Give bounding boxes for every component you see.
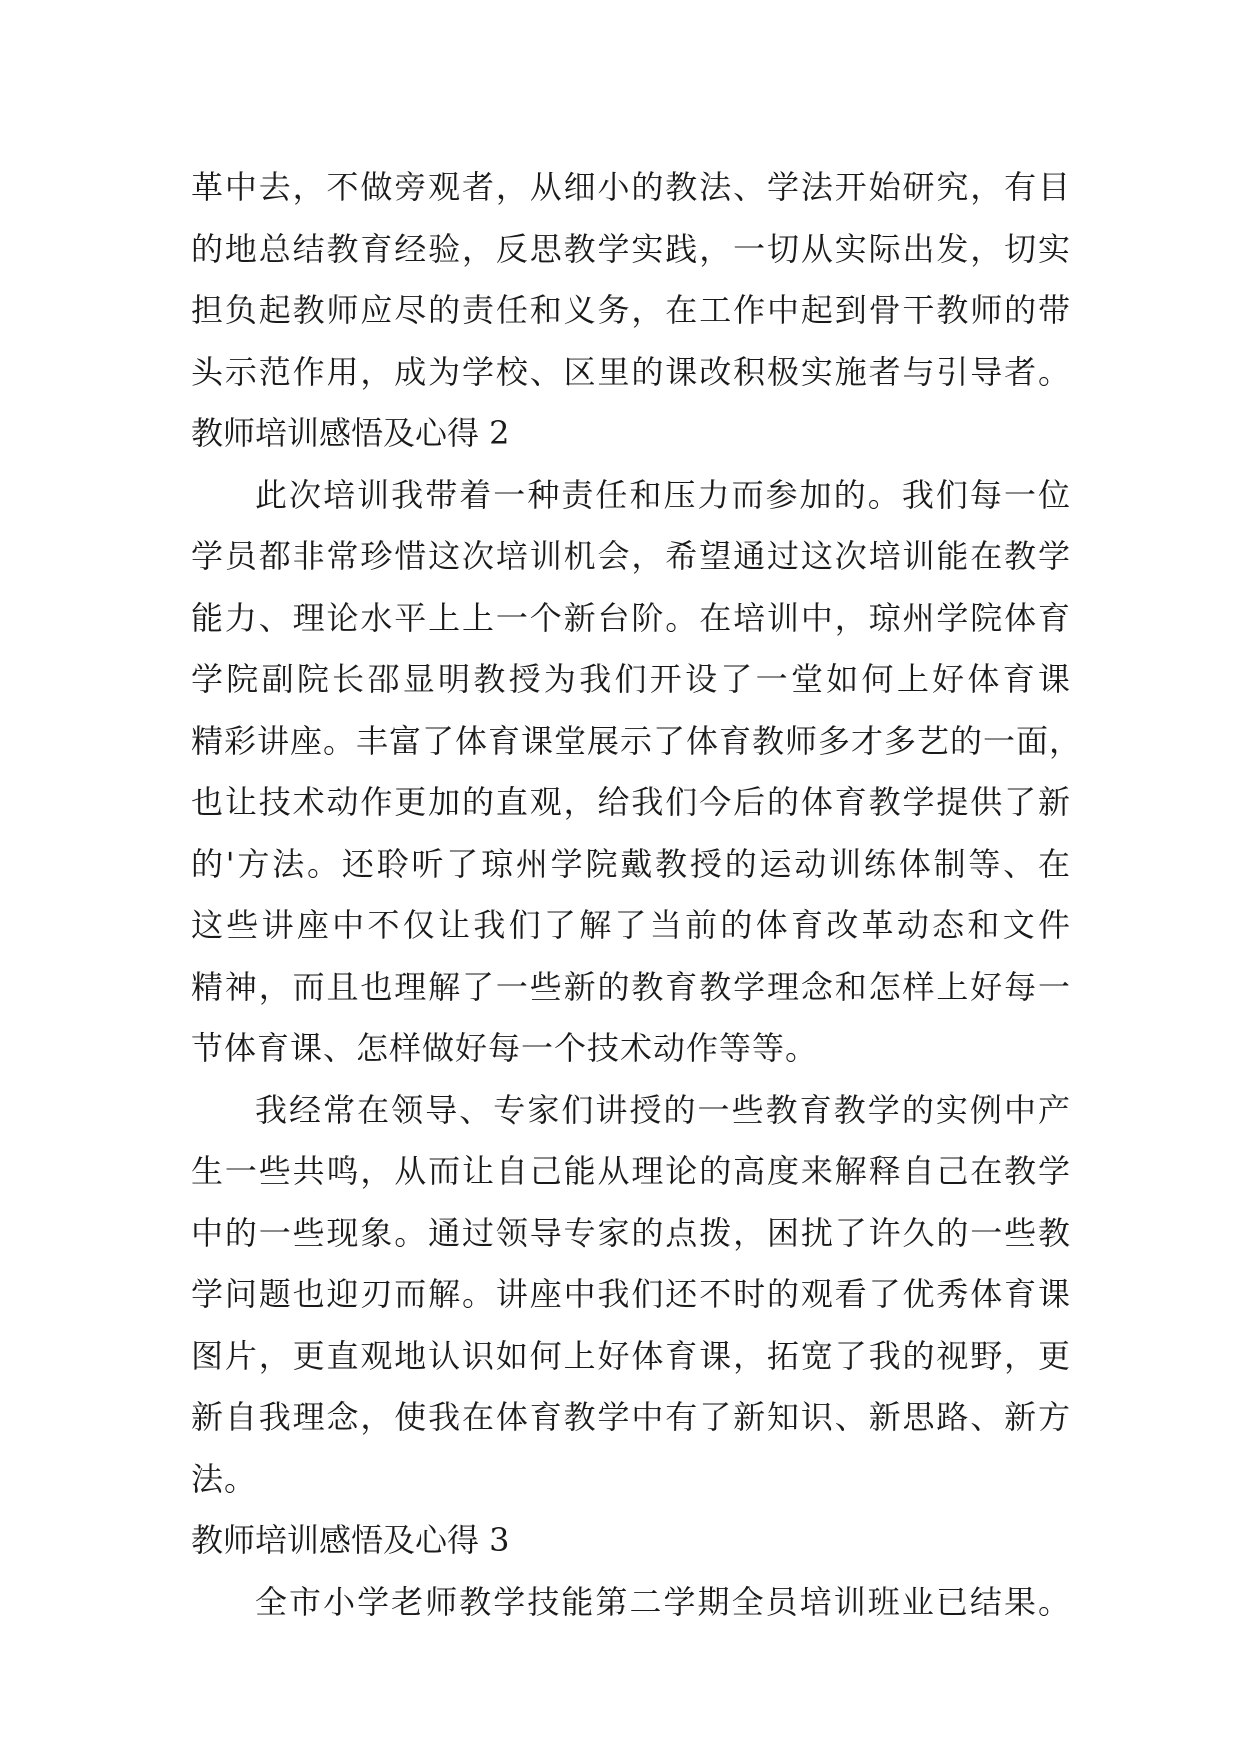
text-line: 我经常在领导、专家们讲授的一些教育教学的实例中产 [255, 1090, 1071, 1129]
text-line: 学员都非常珍惜这次培训机会，希望通过这次培训能在教学 [191, 537, 1071, 575]
text-line: 学院副院长邵显明教授为我们开设了一堂如何上好体育课 [191, 660, 1071, 698]
section-heading-2: 教师培训感悟及心得 2 [191, 414, 510, 452]
text-line: 精神，而且也理解了一些新的教育教学理念和怎样上好每一 [191, 967, 1071, 1006]
text-line: 图片，更直观地认识如何上好体育课，拓宽了我的视野，更 [191, 1336, 1071, 1375]
text-line: 全市小学老师教学技能第二学期全员培训班业已结果。 [255, 1582, 1071, 1621]
text-line: 头示范作用，成为学校、区里的课改积极实施者与引导者。 [191, 352, 1071, 391]
text-line: 法。 [191, 1459, 258, 1498]
text-line: 的地总结教育经验，反思教学实践，一切从实际出发，切实 [191, 229, 1071, 268]
text-line: 能力、理论水平上上一个新台阶。在培训中，琼州学院体育 [191, 598, 1071, 637]
text-line: 这些讲座中不仅让我们了解了当前的体育改革动态和文件 [191, 906, 1071, 944]
section-heading-3: 教师培训感悟及心得 3 [191, 1521, 510, 1559]
text-line: 也让技术动作更加的直观，给我们今后的体育教学提供了新 [191, 783, 1071, 821]
text-line: 新自我理念，使我在体育教学中有了新知识、新思路、新方 [191, 1398, 1071, 1436]
text-line: 精彩讲座。丰富了体育课堂展示了体育教师多才多艺的一面， [191, 721, 1083, 760]
section3-paragraph-1 [191, 1572, 1071, 1634]
text-line: 中的一些现象。通过领导专家的点拨，困扰了许久的一些教 [191, 1213, 1071, 1252]
document-page [191, 157, 1083, 1633]
text-line: 的'方法。还聆听了琼州学院戴教授的运动训练体制等、在 [191, 844, 1071, 883]
text-line: 节体育课、怎样做好每一个技术动作等等。 [191, 1029, 819, 1067]
section2-paragraph-1 [191, 465, 1083, 1080]
text-line: 生一些共鸣，从而让自己能从理论的高度来解释自己在教学 [191, 1152, 1071, 1190]
text-line: 担负起教师应尽的责任和义务，在工作中起到骨干教师的带 [191, 291, 1071, 329]
text-line: 此次培训我带着一种责任和压力而参加的。我们每一位 [255, 475, 1071, 514]
section2-paragraph-2 [191, 1080, 1071, 1511]
text-line: 学问题也迎刃而解。讲座中我们还不时的观看了优秀体育课 [191, 1275, 1071, 1313]
text-line: 革中去，不做旁观者，从细小的教法、学法开始研究，有目 [191, 168, 1071, 206]
continued-paragraph [191, 157, 1071, 403]
